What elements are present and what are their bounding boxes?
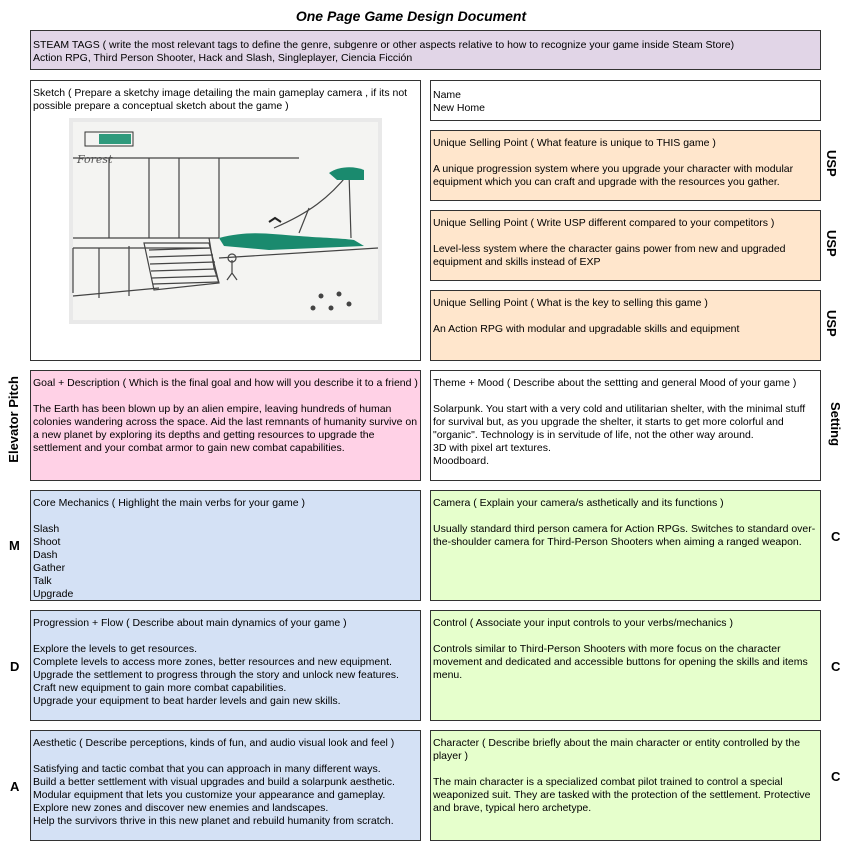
aesthetic-line: Modular equipment that lets you customize your appearance and gameplay. xyxy=(33,789,386,801)
goal-label: Goal + Description ( Which is the final goal and how will you describe it to a friend ) xyxy=(33,377,418,389)
control-value: Controls similar to Third-Person Shooters with more focus on the character movement and dedicated and accessible buttons for opening the skills and items menu. xyxy=(433,643,808,681)
control-side-label: C xyxy=(831,659,841,674)
sketch-label: Sketch ( Prepare a sketchy image detailing the main gameplay camera , if its not possible prepare a conceptual sketch about the game ) xyxy=(33,87,408,112)
usp-box-3 xyxy=(430,290,821,361)
mechanics-verb: Dash xyxy=(33,549,58,561)
progression-box xyxy=(30,610,421,721)
name-label: Name xyxy=(433,89,462,101)
camera-side-label: C xyxy=(831,529,841,544)
goal-value: The Earth has been blown up by an alien empire, leaving hundreds of human colonies wandering across the space. Aid the last remnants of humanity survive on a new planet by exploring its depths and getting resources to upgrade the settlement and your combat armor to gain new combat capabilities. xyxy=(33,403,418,454)
mechanics-label: Core Mechanics ( Highlight the main verbs for your game ) xyxy=(33,497,305,509)
control-box xyxy=(430,610,821,721)
usp-box-2 xyxy=(430,210,821,281)
character-label: Character ( Describe briefly about the main character or entity controlled by the player ) xyxy=(433,737,801,762)
aesthetics-side-label: A xyxy=(10,779,20,794)
camera-label: Camera ( Explain your camera/s asthetically and its functions ) xyxy=(433,497,724,509)
usp-1-side-label: USP xyxy=(824,150,839,177)
theme-box xyxy=(430,370,821,481)
aesthetic-label: Aesthetic ( Describe perceptions, kinds of fun, and audio visual look and feel ) xyxy=(33,737,395,749)
usp-2-value: Level-less system where the character gains power from new and upgraded equipment and skills instead of EXP xyxy=(433,243,786,268)
camera-value: Usually standard third person camera for Action RPGs. Switches to standard over-the-shoulder camera for Third-Person Shooters when aiming a ranged weapon. xyxy=(433,523,816,548)
usp-2-label: Unique Selling Point ( Write USP different compared to your competitors ) xyxy=(433,217,775,229)
usp-1-value: A unique progression system where you upgrade your character with modular equipment which you can craft and upgrade with the resources you gather. xyxy=(433,163,794,188)
theme-value: Solarpunk. You start with a very cold and utilitarian shelter, with the minimal stuff for survival but, as you upgrade the shelter, it starts to get more colorful and "organic". Technology is in servitude of life, not the other way around. xyxy=(433,403,806,441)
character-box xyxy=(430,730,821,841)
mechanics-side-label: M xyxy=(9,538,20,553)
progression-label: Progression + Flow ( Describe about main dynamics of your game ) xyxy=(33,617,347,629)
usp-3-value: An Action RPG with modular and upgradable skills and equipment xyxy=(433,323,740,335)
steam-tags-label: STEAM TAGS ( write the most relevant tags to define the genre, subgenre or other aspects relative to how to recognize your game inside Steam Store) xyxy=(33,39,735,51)
character-value: The main character is a specialized combat pilot trained to control a special weaponized suit. They are tasked with the protection of the settlement. Protective and brave, typical hero archetype. xyxy=(433,776,811,814)
progression-line: Upgrade the settlement to progress through the story and unlock new features. xyxy=(33,669,399,681)
name-value: New Home xyxy=(433,102,485,114)
sketch-drawing xyxy=(69,118,382,324)
mechanics-verb: Shoot xyxy=(33,536,61,548)
usp-2-side-label: USP xyxy=(824,230,839,257)
progression-line: Upgrade your equipment to beat harder levels and gain new skills. xyxy=(33,695,341,707)
progression-line: Complete levels to access more zones, better resources and new equipment. xyxy=(33,656,392,668)
page-title: One Page Game Design Document xyxy=(295,8,527,24)
sketch-drawing-label: Forest xyxy=(77,153,113,166)
progression-line: Craft new equipment to gain more combat capabilities. xyxy=(33,682,287,694)
theme-label: Theme + Mood ( Describe about the settting and general Mood of your game ) xyxy=(433,377,797,389)
control-label: Control ( Associate your input controls to your verbs/mechanics ) xyxy=(433,617,733,629)
theme-extra-1: 3D with pixel art textures. xyxy=(433,442,551,454)
character-side-label: C xyxy=(831,769,841,784)
progression-line: Explore the levels to get resources. xyxy=(33,643,198,655)
steam-tags-box xyxy=(30,30,821,70)
goal-box xyxy=(30,370,421,481)
aesthetic-box xyxy=(30,730,421,841)
aesthetic-line: Explore new zones and discover new enemies and landscapes. xyxy=(33,802,329,814)
dynamics-side-label: D xyxy=(10,659,20,674)
aesthetic-line: Build a better settlement with visual upgrades and build a solarpunk aesthetic. xyxy=(33,776,395,788)
steam-tags-value: Action RPG, Third Person Shooter, Hack and Slash, Singleplayer, Ciencia Ficción xyxy=(33,52,413,64)
usp-3-label: Unique Selling Point ( What is the key to selling this game ) xyxy=(433,297,708,309)
mechanics-verb: Talk xyxy=(33,575,52,587)
usp-3-side-label: USP xyxy=(824,310,839,337)
mechanics-verb: Gather xyxy=(33,562,66,574)
name-box xyxy=(430,80,821,121)
aesthetic-line: Help the survivors thrive in this new planet and rebuild humanity from scratch. xyxy=(33,815,394,827)
camera-box xyxy=(430,490,821,601)
setting-side-label: Setting xyxy=(828,402,843,447)
theme-extra-2: Moodboard. xyxy=(433,455,490,467)
usp-1-label: Unique Selling Point ( What feature is unique to THIS game ) xyxy=(433,137,716,149)
elevator-pitch-side-label: Elevator Pitch xyxy=(6,376,21,463)
mechanics-box xyxy=(30,490,421,601)
usp-box-1 xyxy=(430,130,821,201)
mechanics-verb: Slash xyxy=(33,523,60,535)
aesthetic-line: Satisfying and tactic combat that you can approach in many different ways. xyxy=(33,763,381,775)
mechanics-verb: Upgrade xyxy=(33,588,74,600)
